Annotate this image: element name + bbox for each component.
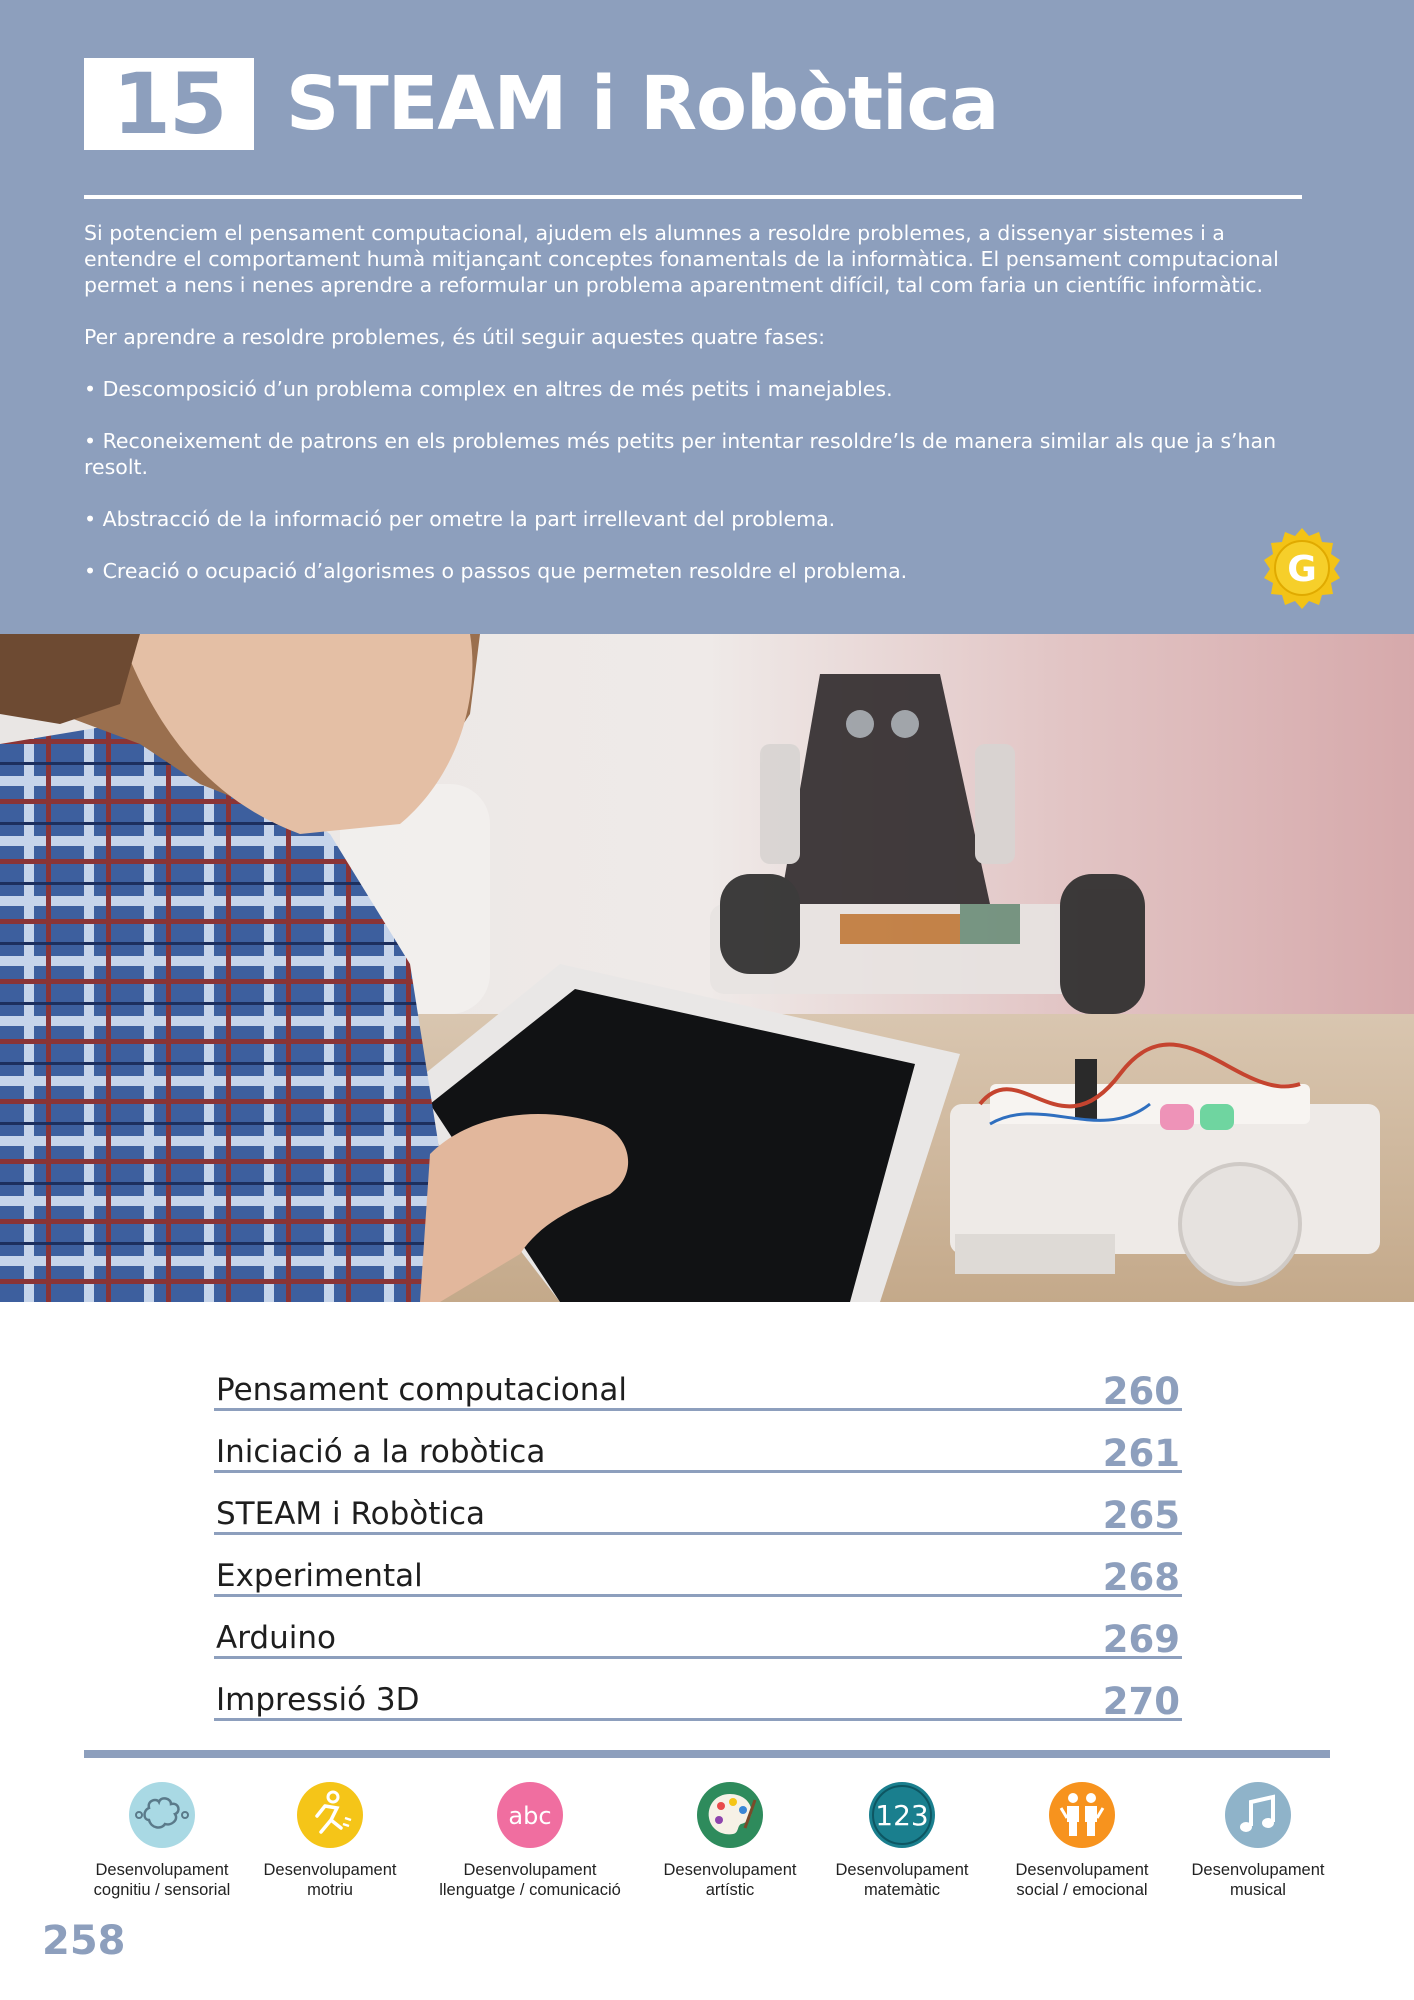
toc-page-number: 270 xyxy=(1102,1680,1180,1723)
toc-label: STEAM i Robòtica xyxy=(216,1496,486,1532)
svg-text:abc: abc xyxy=(508,1802,552,1830)
phase-item: • Descomposició d’un problema complex en altres de més petits i manejables. xyxy=(84,377,893,401)
numbers-123-icon xyxy=(867,1780,937,1850)
phase-item: • Reconeixement de patrons en els problemes més petits per intentar resoldre’ls de manera similar als que ja s’han resolt. xyxy=(84,429,1277,479)
toc-row[interactable] xyxy=(214,1412,1182,1473)
children-icon xyxy=(1047,1780,1117,1850)
development-item-math xyxy=(802,1780,1002,1900)
toc-row[interactable] xyxy=(214,1660,1182,1721)
phase-item: • Creació o ocupació d’algorismes o passos que permeten resoldre el problema. xyxy=(84,559,908,583)
chapter-title: STEAM i Robòtica xyxy=(286,61,999,147)
development-item-social xyxy=(982,1780,1182,1900)
toc-label: Pensament computacional xyxy=(216,1372,627,1408)
chapter-header xyxy=(0,0,1414,634)
intro-paragraph: Si potenciem el pensament computacional, ajudem els alumnes a resoldre problemes, a dissenyar sistemes i a entendre el comportament humà mitjançant conceptes fonamentals de la informàtica. El pensament computacional permet a nens i nenes aprendre a reformular un problema aparentment difícil, tal com faria un científic informàtic. xyxy=(84,221,1279,297)
development-sublabel: matemàtic xyxy=(863,1881,941,1899)
development-item-musical xyxy=(1158,1780,1358,1900)
icons-divider xyxy=(84,1750,1330,1758)
development-sublabel: social / emocional xyxy=(1016,1881,1148,1899)
development-label: Desenvolupament xyxy=(1191,1861,1325,1879)
toc-row[interactable] xyxy=(214,1536,1182,1597)
development-item-language xyxy=(430,1780,630,1900)
development-icons xyxy=(62,1780,1362,1920)
development-label: Desenvolupament xyxy=(463,1861,597,1879)
abc-icon xyxy=(495,1780,565,1850)
toc-page-number: 268 xyxy=(1102,1556,1180,1599)
chapter-number: 15 xyxy=(84,58,254,150)
development-label: Desenvolupament xyxy=(95,1861,229,1879)
development-item-motor xyxy=(230,1780,430,1900)
toc-label: Impressió 3D xyxy=(216,1682,420,1718)
badge-letter: G xyxy=(1287,549,1317,590)
toc-label: Arduino xyxy=(216,1620,336,1656)
toc-page-number: 265 xyxy=(1102,1494,1180,1537)
toc-row[interactable] xyxy=(214,1598,1182,1659)
toc-label: Iniciació a la robòtica xyxy=(216,1434,546,1470)
table-of-contents xyxy=(214,1350,1182,1722)
development-label: Desenvolupament xyxy=(835,1861,969,1879)
development-sublabel: llenguatge / comunicació xyxy=(439,1881,621,1899)
toc-page-number: 261 xyxy=(1102,1432,1180,1475)
title-divider xyxy=(84,195,1302,199)
toc-row[interactable] xyxy=(214,1350,1182,1411)
development-sublabel: artístic xyxy=(705,1881,755,1899)
development-label: Desenvolupament xyxy=(1015,1861,1149,1879)
child-tablet-robots-photo xyxy=(0,634,1414,1302)
toc-row[interactable] xyxy=(214,1474,1182,1535)
toc-page-number: 260 xyxy=(1102,1370,1180,1413)
toc-page-number: 269 xyxy=(1102,1618,1180,1661)
intro-text xyxy=(84,220,1314,610)
running-figure-icon xyxy=(295,1780,365,1850)
music-note-icon xyxy=(1223,1780,1293,1850)
development-item-artistic xyxy=(630,1780,830,1900)
phase-item: • Abstracció de la informació per ometre la part irrellevant del problema. xyxy=(84,507,836,531)
brain-icon xyxy=(127,1780,197,1850)
development-sublabel: musical xyxy=(1230,1881,1286,1899)
development-sublabel: motriu xyxy=(307,1881,353,1899)
g-badge-icon xyxy=(1260,526,1344,610)
development-sublabel: cognitiu / sensorial xyxy=(93,1881,231,1899)
palette-icon xyxy=(695,1780,765,1850)
page-number: 258 xyxy=(42,1918,126,1964)
development-label: Desenvolupament xyxy=(663,1861,797,1879)
svg-text:123: 123 xyxy=(875,1799,929,1832)
development-label: Desenvolupament xyxy=(263,1861,397,1879)
toc-label: Experimental xyxy=(216,1558,423,1594)
intro-paragraph: Per aprendre a resoldre problemes, és útil seguir aquestes quatre fases: xyxy=(84,325,826,349)
